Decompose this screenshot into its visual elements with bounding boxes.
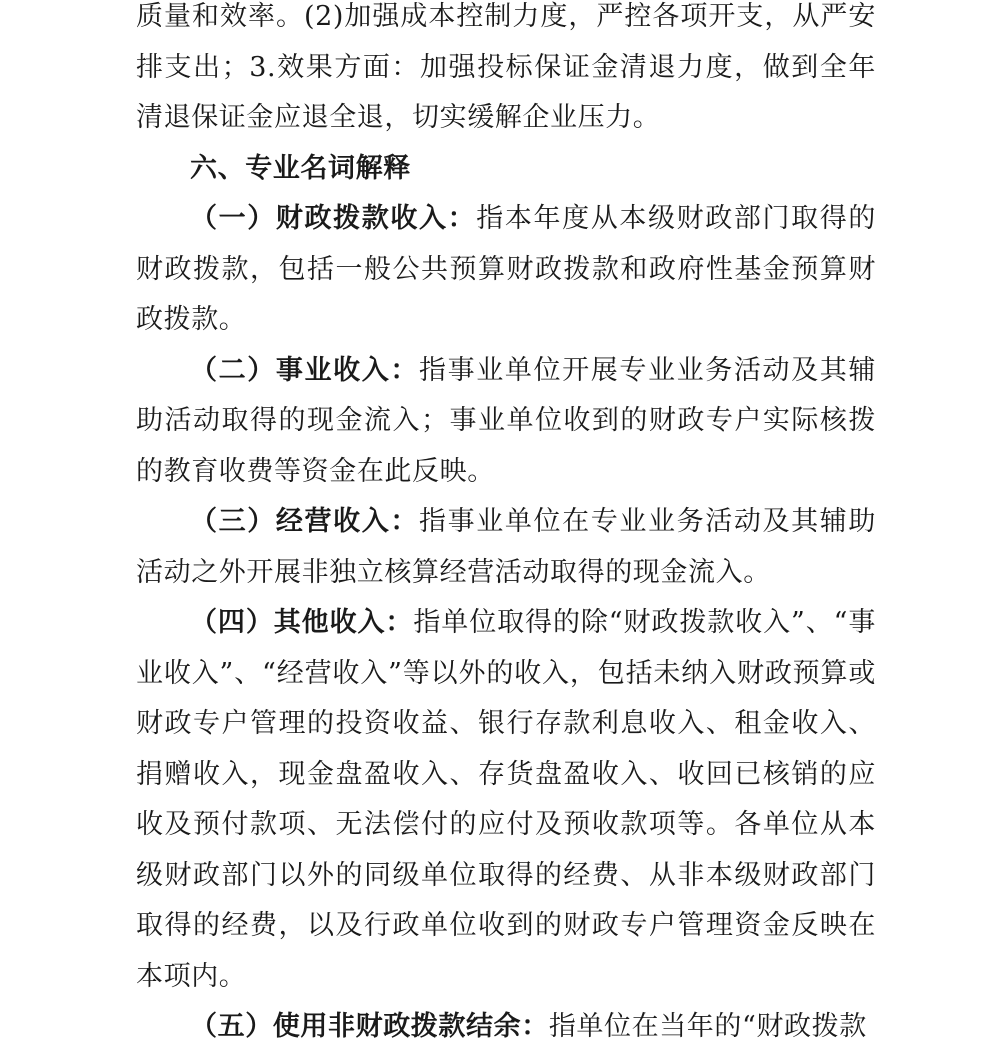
definition-text: 指本年度从本级财政部门取得的财政拨款，包括一般公共预算财政拨款和政府性基金预算财政拨款。 bbox=[136, 203, 877, 335]
definition-paragraph-5 bbox=[136, 1002, 876, 1053]
definition-term: （三）经营收入： bbox=[190, 506, 420, 537]
definition-paragraph-4 bbox=[136, 598, 876, 1002]
document-page bbox=[136, 0, 876, 1053]
definition-paragraph-3 bbox=[136, 497, 876, 598]
section-heading: 六、专业名词解释 bbox=[190, 152, 411, 184]
definition-paragraph-2 bbox=[136, 346, 876, 498]
definition-term: （五）使用非财政拨款结余： bbox=[190, 1011, 549, 1042]
definition-text: 指事业单位开展专业业务活动及其辅助活动取得的现金流入；事业单位收到的财政专户实际核拨的教育收费等资金在此反映。 bbox=[136, 354, 876, 487]
definition-text: 指单位取得的除“财政拨款收入”、“事业收入”、“经营收入”等以外的收入，包括未纳入财政预算或财政专户管理的投资收益、银行存款利息收入、租金收入、捐赠收入，现金盘盈收入、存货盘盈收入、收回已核销的应收及预付款项、无法偿付的应付及预收款项等。各单位从本级财政部门以外的同级单位取得的经费、从非本级财政部门取得的经费，以及行政单位收到的财政专户管理资金反映在本项内。 bbox=[136, 607, 876, 992]
definition-term: （二）事业收入： bbox=[190, 354, 420, 386]
intro-paragraph: 质量和效率。(2)加强成本控制力度，严控各项开支，从严安排支出；3.效果方面：加强投标保证金清退力度，做到全年清退保证金应退全退，切实缓解企业压力。 bbox=[136, 1, 876, 133]
definition-text: 指单位在当年的“财政拨款 bbox=[548, 1011, 867, 1042]
definition-term: （一）财政拨款收入： bbox=[190, 203, 477, 234]
definition-text: 指事业单位在专业业务活动及其辅助活动之外开展非独立核算经营活动取得的现金流入。 bbox=[136, 506, 876, 588]
definition-term: （四）其他收入： bbox=[190, 607, 414, 638]
definition-paragraph-1 bbox=[136, 194, 876, 346]
